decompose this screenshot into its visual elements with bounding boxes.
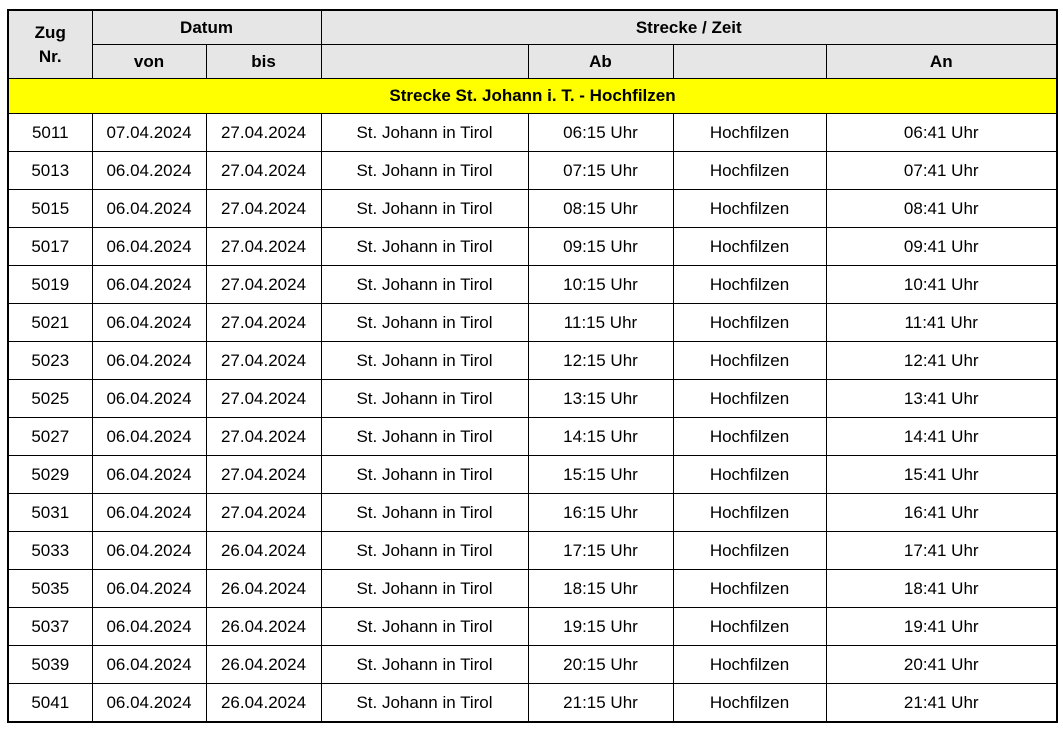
cell-arrival: 08:41 Uhr <box>826 190 1057 228</box>
cell-bis: 27.04.2024 <box>206 152 321 190</box>
cell-bis: 27.04.2024 <box>206 342 321 380</box>
cell-zug: 5037 <box>8 608 92 646</box>
table-row <box>8 304 1057 342</box>
cell-to-station: Hochfilzen <box>673 646 826 684</box>
cell-bis: 26.04.2024 <box>206 684 321 723</box>
cell-zug: 5017 <box>8 228 92 266</box>
cell-von: 06.04.2024 <box>92 190 206 228</box>
cell-to-station: Hochfilzen <box>673 456 826 494</box>
cell-to-station: Hochfilzen <box>673 608 826 646</box>
cell-arrival: 13:41 Uhr <box>826 380 1057 418</box>
header-von: von <box>92 45 206 79</box>
table-row <box>8 532 1057 570</box>
cell-zug: 5033 <box>8 532 92 570</box>
cell-to-station: Hochfilzen <box>673 266 826 304</box>
cell-departure: 20:15 Uhr <box>528 646 673 684</box>
cell-von: 06.04.2024 <box>92 494 206 532</box>
cell-departure: 07:15 Uhr <box>528 152 673 190</box>
cell-zug: 5031 <box>8 494 92 532</box>
table-row <box>8 342 1057 380</box>
table-row <box>8 418 1057 456</box>
cell-from-station: St. Johann in Tirol <box>321 532 528 570</box>
cell-arrival: 19:41 Uhr <box>826 608 1057 646</box>
cell-von: 06.04.2024 <box>92 684 206 723</box>
cell-departure: 16:15 Uhr <box>528 494 673 532</box>
table-row <box>8 684 1057 723</box>
cell-bis: 27.04.2024 <box>206 266 321 304</box>
cell-zug: 5035 <box>8 570 92 608</box>
cell-from-station: St. Johann in Tirol <box>321 342 528 380</box>
cell-von: 06.04.2024 <box>92 608 206 646</box>
cell-arrival: 09:41 Uhr <box>826 228 1057 266</box>
cell-zug: 5011 <box>8 114 92 152</box>
header-an: An <box>826 45 1057 79</box>
cell-to-station: Hochfilzen <box>673 684 826 723</box>
cell-arrival: 16:41 Uhr <box>826 494 1057 532</box>
cell-von: 06.04.2024 <box>92 646 206 684</box>
cell-from-station: St. Johann in Tirol <box>321 152 528 190</box>
cell-arrival: 20:41 Uhr <box>826 646 1057 684</box>
cell-departure: 08:15 Uhr <box>528 190 673 228</box>
cell-zug: 5013 <box>8 152 92 190</box>
table-row <box>8 228 1057 266</box>
cell-von: 07.04.2024 <box>92 114 206 152</box>
header-to-empty <box>673 45 826 79</box>
cell-von: 06.04.2024 <box>92 380 206 418</box>
cell-zug: 5015 <box>8 190 92 228</box>
table-row <box>8 494 1057 532</box>
cell-to-station: Hochfilzen <box>673 532 826 570</box>
cell-arrival: 14:41 Uhr <box>826 418 1057 456</box>
cell-zug: 5039 <box>8 646 92 684</box>
cell-bis: 27.04.2024 <box>206 456 321 494</box>
cell-from-station: St. Johann in Tirol <box>321 646 528 684</box>
cell-from-station: St. Johann in Tirol <box>321 228 528 266</box>
table-row <box>8 114 1057 152</box>
header-datum: Datum <box>92 10 321 45</box>
header-nr-label: Nr. <box>38 46 62 66</box>
cell-bis: 27.04.2024 <box>206 418 321 456</box>
cell-von: 06.04.2024 <box>92 456 206 494</box>
header-zug-nr <box>8 10 92 79</box>
table-row <box>8 152 1057 190</box>
table-row <box>8 646 1057 684</box>
cell-zug: 5023 <box>8 342 92 380</box>
cell-from-station: St. Johann in Tirol <box>321 608 528 646</box>
cell-arrival: 10:41 Uhr <box>826 266 1057 304</box>
cell-zug: 5025 <box>8 380 92 418</box>
cell-von: 06.04.2024 <box>92 152 206 190</box>
cell-from-station: St. Johann in Tirol <box>321 266 528 304</box>
cell-zug: 5041 <box>8 684 92 723</box>
cell-von: 06.04.2024 <box>92 418 206 456</box>
header-from-empty <box>321 45 528 79</box>
cell-von: 06.04.2024 <box>92 570 206 608</box>
table-row <box>8 608 1057 646</box>
cell-arrival: 11:41 Uhr <box>826 304 1057 342</box>
cell-to-station: Hochfilzen <box>673 342 826 380</box>
table-body <box>8 79 1057 723</box>
cell-von: 06.04.2024 <box>92 304 206 342</box>
header-ab: Ab <box>528 45 673 79</box>
cell-bis: 26.04.2024 <box>206 532 321 570</box>
cell-to-station: Hochfilzen <box>673 494 826 532</box>
cell-von: 06.04.2024 <box>92 532 206 570</box>
cell-zug: 5019 <box>8 266 92 304</box>
cell-from-station: St. Johann in Tirol <box>321 114 528 152</box>
cell-arrival: 07:41 Uhr <box>826 152 1057 190</box>
cell-departure: 09:15 Uhr <box>528 228 673 266</box>
cell-departure: 13:15 Uhr <box>528 380 673 418</box>
cell-departure: 15:15 Uhr <box>528 456 673 494</box>
cell-departure: 19:15 Uhr <box>528 608 673 646</box>
cell-departure: 18:15 Uhr <box>528 570 673 608</box>
cell-from-station: St. Johann in Tirol <box>321 304 528 342</box>
cell-von: 06.04.2024 <box>92 342 206 380</box>
cell-to-station: Hochfilzen <box>673 114 826 152</box>
cell-departure: 21:15 Uhr <box>528 684 673 723</box>
cell-from-station: St. Johann in Tirol <box>321 570 528 608</box>
cell-arrival: 15:41 Uhr <box>826 456 1057 494</box>
cell-bis: 27.04.2024 <box>206 380 321 418</box>
table-header <box>8 10 1057 79</box>
header-strecke-zeit: Strecke / Zeit <box>321 10 1057 45</box>
cell-to-station: Hochfilzen <box>673 152 826 190</box>
cell-von: 06.04.2024 <box>92 266 206 304</box>
cell-departure: 12:15 Uhr <box>528 342 673 380</box>
cell-arrival: 06:41 Uhr <box>826 114 1057 152</box>
cell-to-station: Hochfilzen <box>673 304 826 342</box>
cell-departure: 11:15 Uhr <box>528 304 673 342</box>
cell-departure: 10:15 Uhr <box>528 266 673 304</box>
cell-from-station: St. Johann in Tirol <box>321 190 528 228</box>
cell-from-station: St. Johann in Tirol <box>321 684 528 723</box>
cell-from-station: St. Johann in Tirol <box>321 494 528 532</box>
header-zug-label: Zug <box>34 22 66 42</box>
table-row <box>8 456 1057 494</box>
cell-departure: 17:15 Uhr <box>528 532 673 570</box>
cell-to-station: Hochfilzen <box>673 570 826 608</box>
cell-arrival: 21:41 Uhr <box>826 684 1057 723</box>
cell-zug: 5027 <box>8 418 92 456</box>
cell-from-station: St. Johann in Tirol <box>321 456 528 494</box>
cell-departure: 14:15 Uhr <box>528 418 673 456</box>
cell-bis: 27.04.2024 <box>206 114 321 152</box>
section-title: Strecke St. Johann i. T. - Hochfilzen <box>8 79 1057 114</box>
cell-to-station: Hochfilzen <box>673 380 826 418</box>
cell-bis: 27.04.2024 <box>206 494 321 532</box>
cell-zug: 5029 <box>8 456 92 494</box>
cell-bis: 26.04.2024 <box>206 608 321 646</box>
cell-bis: 27.04.2024 <box>206 190 321 228</box>
cell-to-station: Hochfilzen <box>673 190 826 228</box>
cell-bis: 27.04.2024 <box>206 228 321 266</box>
cell-von: 06.04.2024 <box>92 228 206 266</box>
cell-to-station: Hochfilzen <box>673 228 826 266</box>
cell-arrival: 12:41 Uhr <box>826 342 1057 380</box>
cell-bis: 27.04.2024 <box>206 304 321 342</box>
table-row <box>8 380 1057 418</box>
cell-departure: 06:15 Uhr <box>528 114 673 152</box>
cell-to-station: Hochfilzen <box>673 418 826 456</box>
cell-bis: 26.04.2024 <box>206 646 321 684</box>
cell-zug: 5021 <box>8 304 92 342</box>
cell-arrival: 17:41 Uhr <box>826 532 1057 570</box>
section-row <box>8 79 1057 114</box>
table-row <box>8 190 1057 228</box>
timetable <box>7 9 1058 723</box>
header-bis: bis <box>206 45 321 79</box>
cell-bis: 26.04.2024 <box>206 570 321 608</box>
cell-from-station: St. Johann in Tirol <box>321 380 528 418</box>
cell-arrival: 18:41 Uhr <box>826 570 1057 608</box>
cell-from-station: St. Johann in Tirol <box>321 418 528 456</box>
table-row <box>8 570 1057 608</box>
table-row <box>8 266 1057 304</box>
